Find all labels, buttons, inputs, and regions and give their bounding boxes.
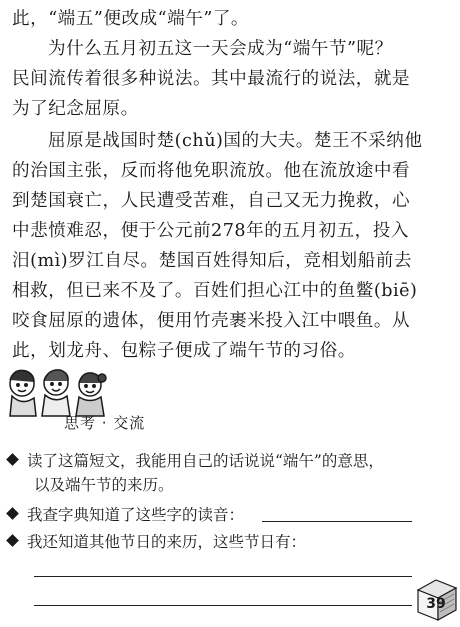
prompt-1-continued: 以及端午节的来历。 (34, 476, 174, 494)
answer-line[interactable] (262, 521, 412, 522)
answer-line[interactable] (34, 605, 412, 606)
diamond-bullet-icon (6, 453, 19, 466)
story-line: 此，划龙舟、包粽子便成了端午节的习俗。 (12, 341, 356, 361)
prompt-1 (8, 449, 384, 473)
children-illustration (4, 366, 112, 418)
story-line: 到楚国衰亡，人民遭受苦难，自己又无力挽救，心 (12, 191, 411, 211)
diamond-bullet-icon (6, 507, 19, 520)
prompt-2-text: 我查字典知道了这些字的读音： (27, 506, 245, 524)
prompt-1-text: 读了这篇短文，我能用自己的话说说“端午”的意思， (27, 452, 384, 470)
prompt-2 (8, 503, 244, 527)
story-line: 相救，但已来不及了。百姓们担心江中的鱼鳖(biē) (12, 281, 418, 301)
answer-line[interactable] (34, 576, 412, 577)
story-line: 中悲愤难忍，便于公元前278年的五月初五，投入 (12, 221, 409, 241)
story-line: 的治国主张，反而将他免职流放。他在流放途中看 (12, 161, 411, 181)
page-number: 39 (426, 596, 446, 612)
story-line: 咬食屈原的遗体，便用竹壳裹米投入江中喂鱼。从 (12, 311, 411, 331)
section-title: 思考 · 交流 (64, 414, 146, 432)
diamond-bullet-icon (6, 534, 19, 547)
story-line: 汨(mì)罗江自尽。楚国百姓得知后，竞相划船前去 (12, 251, 412, 271)
story-line: 民间流传着很多种说法。其中最流行的说法，就是 (12, 69, 411, 89)
prompt-3-text: 我还知道其他节日的来历，这些节日有： (27, 533, 307, 551)
prompt-3 (8, 530, 306, 554)
story-line: 为了纪念屈原。 (12, 99, 139, 119)
story-line: 屈原是战国时楚(chǔ)国的大夫。楚王不采纳他 (48, 131, 423, 151)
story-line: 此，“端五”便改成“端午”了。 (12, 9, 250, 29)
story-line: 为什么五月初五这一天会成为“端午节”呢？ (48, 39, 393, 59)
